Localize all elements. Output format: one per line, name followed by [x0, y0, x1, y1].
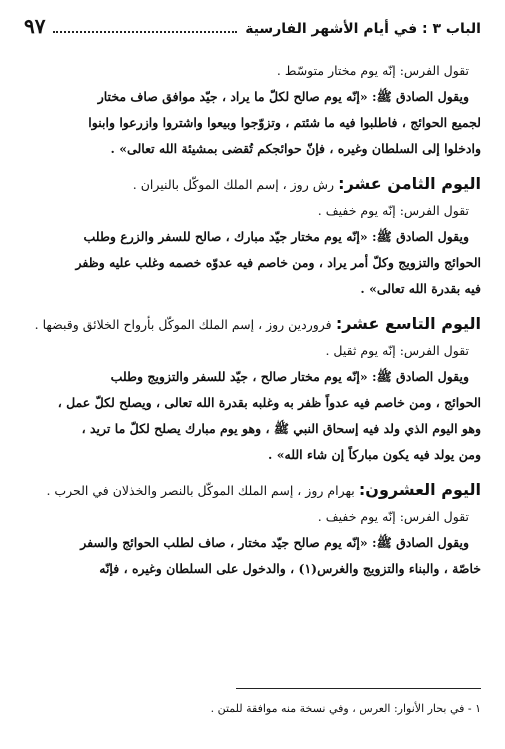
- text-line: وهو اليوم الذي ولد فيه إسحاق النبي ﷺ ، وهو يوم مبارك يصلح لكلّ ما تريد ،: [81, 421, 481, 436]
- text-line: ويقول الصادق ﷺ: «إنّه يوم مختار صالح ، جيّد للسفر والتزويج وطلب: [110, 369, 469, 384]
- text-line: تقول الفرس: إنّه يوم خفيف .: [317, 203, 469, 218]
- day-description: بهرام روز ، إسم الملك الموكّل بالنصر والخذلان في الحرب .: [46, 483, 355, 498]
- text-line: فيه بقدرة الله تعالى» .: [360, 281, 481, 296]
- page-body: [24, 58, 481, 582]
- text-line: تقول الفرس: إنّه يوم خفيف .: [317, 509, 469, 524]
- text-line: خاصّة ، والبناء والتزويج والغرس(١) ، والدخول على السلطان وغيره ، فإنّه: [99, 561, 481, 576]
- chapter-title: الباب ٣ : في أيام الأشهر الفارسية: [245, 21, 481, 37]
- day-20-section: [24, 476, 481, 582]
- footnote: ١ - في بحار الأنوار: العرس ، وفي نسخة منه موافقة للمتن .: [210, 702, 481, 715]
- page-header: [24, 14, 481, 44]
- day-17-continuation: [24, 58, 481, 162]
- day-heading: [24, 310, 481, 338]
- day-name: اليوم العشرون:: [358, 480, 481, 499]
- text-line: ومن يولد فيه يكون مباركاً إن شاء الله» .: [267, 447, 481, 462]
- day-heading: [24, 476, 481, 504]
- text-line: وادخلوا إلى السلطان وغيره ، فإنّ حوائجكم تُقضى بمشيئة الله تعالى» .: [110, 141, 481, 156]
- text-line: ويقول الصادق ﷺ: «إنّه يوم صالح لكلّ ما يراد ، جيّد موافق صاف مختار: [97, 89, 469, 104]
- day-name: اليوم التاسع عشر:: [335, 314, 481, 333]
- text-line: تقول الفرس: إنّه يوم ثقيل .: [325, 343, 469, 358]
- text-line: ويقول الصادق ﷺ: «إنّه يوم صالح جيّد مختار ، صاف لطلب الحوائج والسفر: [80, 535, 469, 550]
- text-line: لجميع الحوائج ، فاطلبوا فيه ما شئتم ، وتزوّجوا وبيعوا واشتروا وازرعوا وابنوا: [88, 115, 481, 130]
- text-line: ويقول الصادق ﷺ: «إنّه يوم مختار جيّد مبارك ، صالح للسفر والزرع وطلب: [83, 229, 469, 244]
- day-description: فروردين روز ، إسم الملك الموكّل بأرواح الخلائق وقبضها .: [34, 317, 332, 332]
- day-name: اليوم الثامن عشر:: [338, 174, 481, 193]
- day-description: رش روز ، إسم الملك الموكّل بالنيران .: [132, 177, 335, 192]
- day-heading: [24, 170, 481, 198]
- text-line: الحوائج ، ومن خاصم فيه عدواً ظفر به وغلبه بقدرة الله تعالى ، ويصلح لكلّ عمل ،: [57, 395, 481, 410]
- day-18-section: [24, 170, 481, 302]
- page-number: ٩٧: [24, 14, 46, 38]
- footnote-divider: [236, 688, 481, 689]
- text-line: تقول الفرس: إنّه يوم مختار متوسّط .: [276, 63, 469, 78]
- day-19-section: [24, 310, 481, 468]
- header-dot-leader: [53, 21, 237, 33]
- text-line: الحوائج والتزويج وكلّ أمر يراد ، ومن خاصم فيه عدوّه خصمه وغلب عليه وظفر: [75, 255, 481, 270]
